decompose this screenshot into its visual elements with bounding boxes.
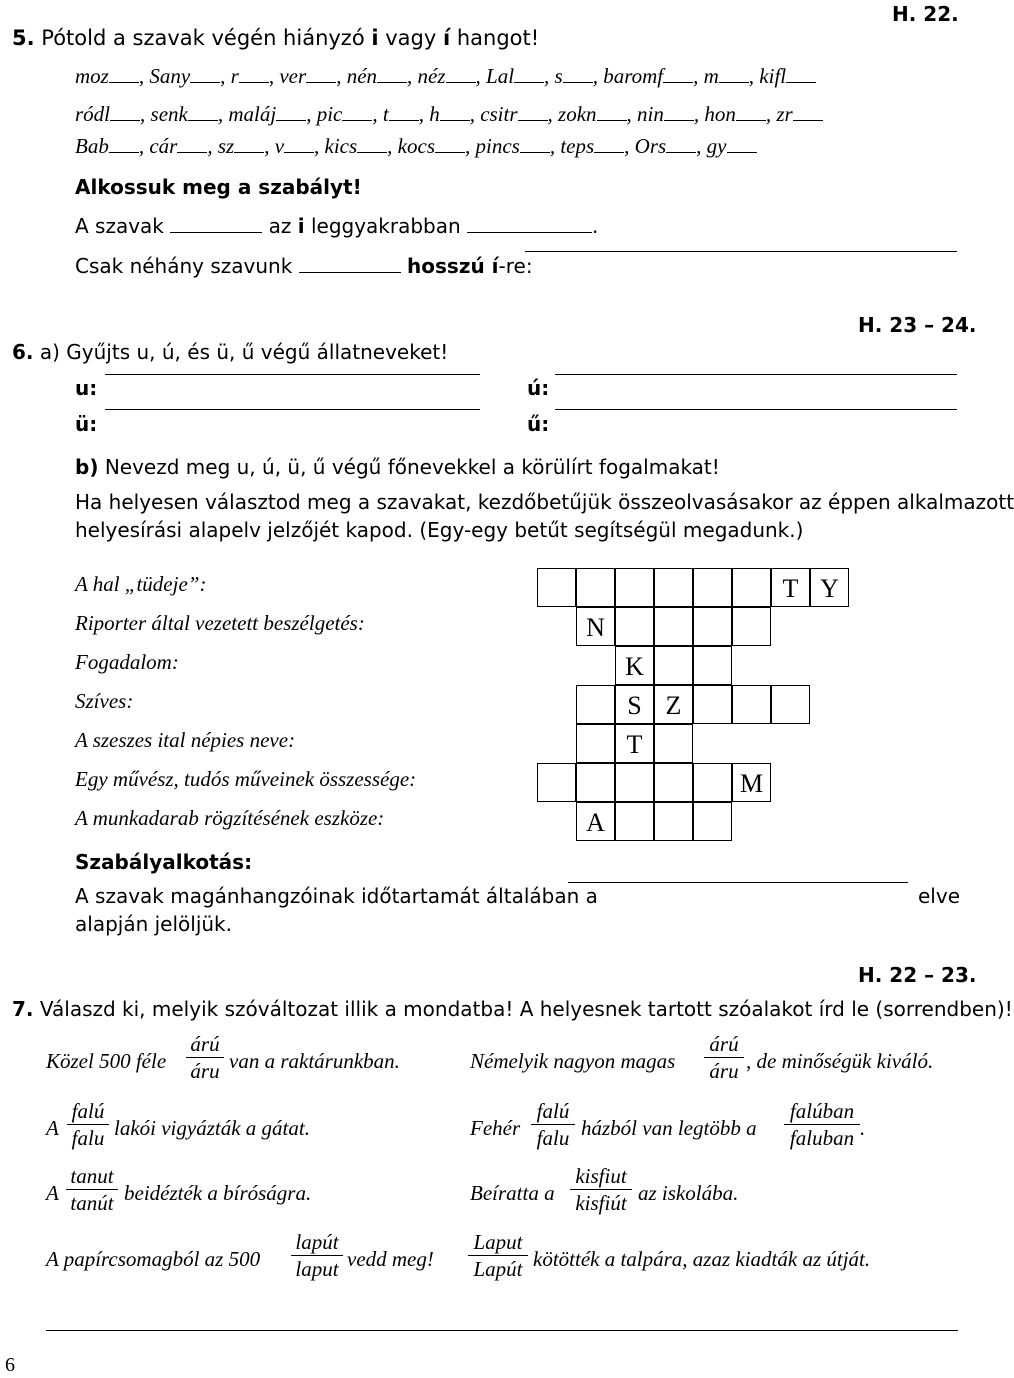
crossword-cell[interactable] xyxy=(615,607,654,646)
crossword-cell[interactable] xyxy=(693,646,732,685)
s4-mid: házból van legtöbb a xyxy=(581,1116,757,1140)
crossword-cell[interactable] xyxy=(732,685,771,724)
ex7-answer-line[interactable] xyxy=(46,1330,958,1331)
ex5-rule-line-1: A szavak az i leggyakrabban . xyxy=(75,214,599,238)
s5-choice[interactable]: tanut tanút xyxy=(66,1164,118,1215)
ex5-word: hon xyxy=(704,101,736,126)
crossword-cell[interactable] xyxy=(693,607,732,646)
ex5-blank[interactable] xyxy=(109,132,139,153)
ex5-word: csitr xyxy=(480,101,518,126)
ex5-blank[interactable] xyxy=(377,62,407,83)
s4-post: . xyxy=(860,1116,866,1140)
ex5-blank[interactable] xyxy=(342,100,372,121)
crossword-cell[interactable] xyxy=(654,763,693,802)
crossword-cell[interactable] xyxy=(615,802,654,841)
ex5-blank[interactable] xyxy=(514,62,544,83)
s3-choice[interactable]: falú falu xyxy=(67,1099,109,1150)
ex5-blank[interactable] xyxy=(666,132,696,153)
ex5-blank[interactable] xyxy=(663,62,693,83)
ex7-number: 7. xyxy=(12,997,34,1021)
ex5-word: nin xyxy=(637,101,664,126)
ex5-blank[interactable] xyxy=(446,62,476,83)
crossword-cell[interactable] xyxy=(537,568,576,607)
s5-post: beidézték a bíróságra. xyxy=(124,1181,312,1205)
ex5-blank[interactable] xyxy=(520,132,550,153)
answer-line-u-acute[interactable] xyxy=(555,374,957,375)
ex5-rule-title: Alkossuk meg a szabályt! xyxy=(75,175,362,199)
crossword-cell[interactable] xyxy=(654,607,693,646)
ex5-answer-line[interactable] xyxy=(525,251,957,252)
ex5-word-row-2: ródl , senk , maláj , pic , t , h , csitr , zokn , nin , hon , zr xyxy=(75,100,823,127)
s4-choice-2[interactable]: falúban faluban xyxy=(784,1099,860,1150)
ex6-rule-text-end: elve xyxy=(918,884,961,908)
ex5-word: ver xyxy=(279,63,307,88)
crossword-cell[interactable] xyxy=(576,685,615,724)
ex7-reference: H. 22 – 23. xyxy=(858,963,977,987)
answer-line-u[interactable] xyxy=(105,374,480,375)
ex5-word: h xyxy=(429,101,440,126)
ex5-blank[interactable] xyxy=(190,62,220,83)
ex5-blank[interactable] xyxy=(736,100,766,121)
ex5-blank[interactable] xyxy=(594,132,624,153)
ex5-word: zr xyxy=(776,101,793,126)
ex5-blank[interactable] xyxy=(306,62,336,83)
ex6-rule-answer-line[interactable] xyxy=(568,882,908,883)
s7-pre: A papírcsomagból az 500 xyxy=(46,1247,261,1271)
crossword-cell[interactable] xyxy=(654,568,693,607)
s5-pre: A xyxy=(46,1181,59,1205)
ex5-blank[interactable] xyxy=(239,62,269,83)
ex5-word: Lal xyxy=(486,63,515,88)
ex6-description-2: helyesírási alapelv jelzőjét kapod. (Egy-egy betűt segítségül megadunk.) xyxy=(75,518,804,542)
ex5-blank[interactable] xyxy=(563,62,593,83)
crossword-cell[interactable] xyxy=(693,568,732,607)
crossword-clue: Fogadalom: xyxy=(75,650,179,674)
crossword-cell[interactable] xyxy=(693,763,732,802)
s2-pre: Némelyik nagyon magas xyxy=(470,1049,676,1073)
ex6-rule-title: Szabályalkotás: xyxy=(75,850,253,874)
s7-choice[interactable]: lapút laput xyxy=(291,1230,343,1281)
ex5-blank[interactable] xyxy=(177,132,207,153)
answer-line-u-double-acute[interactable] xyxy=(555,409,957,410)
crossword-cell-given[interactable]: K xyxy=(615,646,654,685)
s2-post: , de minőségük kiváló. xyxy=(746,1049,934,1073)
crossword-cell-given[interactable]: A xyxy=(576,802,615,841)
crossword-cell[interactable] xyxy=(576,763,615,802)
ex5-word: pincs xyxy=(475,133,520,158)
crossword-cell-given[interactable]: N xyxy=(576,607,615,646)
ex5-word: Sany xyxy=(149,63,191,88)
crossword-cell-given[interactable]: M xyxy=(732,763,771,802)
ex5-blank[interactable] xyxy=(435,132,465,153)
crossword-cell[interactable] xyxy=(771,685,810,724)
crossword-cell[interactable] xyxy=(654,724,693,763)
s2-choice[interactable]: árú áru xyxy=(704,1032,744,1083)
ex5-blank[interactable] xyxy=(727,132,757,153)
ex5-blank[interactable] xyxy=(597,100,627,121)
ex5-blank[interactable] xyxy=(664,100,694,121)
s4-pre: Fehér xyxy=(470,1116,521,1140)
ex5-word: v xyxy=(274,133,285,158)
ex5-word: pic xyxy=(316,101,343,126)
s6-post: az iskolába. xyxy=(638,1181,739,1205)
ex5-blank[interactable] xyxy=(188,100,218,121)
crossword-clue: A szeszes ital népies neve: xyxy=(75,728,296,752)
s7-post: vedd meg! xyxy=(347,1247,434,1271)
ex5-word: Bab xyxy=(75,133,109,158)
ex6-a-label: a) xyxy=(39,340,60,364)
ex5-word: m xyxy=(703,63,719,88)
ex6-b-label: b) xyxy=(75,455,99,479)
ex5-word: maláj xyxy=(228,101,277,126)
crossword-cell-given[interactable]: Z xyxy=(654,685,693,724)
ex5-word: Ors xyxy=(634,133,667,158)
s8-post: kötötték a talpára, azaz kiadták az útját. xyxy=(533,1247,871,1271)
ex5-word: néz xyxy=(417,63,446,88)
ex5-blank[interactable] xyxy=(284,132,314,153)
crossword-cell-given[interactable]: Y xyxy=(810,568,849,607)
ex5-blank[interactable] xyxy=(357,132,387,153)
ex5-word: kocs xyxy=(397,133,435,158)
page-number: 6 xyxy=(5,1354,15,1376)
ex5-blank[interactable] xyxy=(110,100,140,121)
crossword-clue: Riporter által vezetett beszélgetés: xyxy=(75,611,365,635)
ex6-rule-text: A szavak magánhangzóinak időtartamát általában a xyxy=(75,884,598,908)
ex5-heading xyxy=(12,26,539,50)
ex5-blank[interactable] xyxy=(276,100,306,121)
ex7-heading xyxy=(12,997,1013,1021)
ex5-word: kics xyxy=(324,133,358,158)
crossword-cell-given[interactable]: T xyxy=(615,724,654,763)
ex5-word: moz xyxy=(75,63,109,88)
ex5-blank[interactable] xyxy=(389,100,419,121)
crossword-cell[interactable] xyxy=(537,763,576,802)
crossword-cell[interactable] xyxy=(654,646,693,685)
ex5-blank[interactable] xyxy=(440,100,470,121)
crossword-cell[interactable] xyxy=(732,607,771,646)
label-u-acute: ú: xyxy=(527,376,550,400)
crossword-clue: Egy művész, tudós műveinek összessége: xyxy=(75,767,417,791)
crossword-cell[interactable] xyxy=(693,685,732,724)
ex6-reference: H. 23 – 24. xyxy=(858,313,977,337)
s1-post: van a raktárunkban. xyxy=(229,1049,400,1073)
s8-choice[interactable]: Laput Lapút xyxy=(468,1230,528,1281)
label-u: u: xyxy=(75,376,98,400)
ex5-reference: H. 22. xyxy=(892,2,959,26)
ex5-blank[interactable] xyxy=(518,100,548,121)
ex5-word: baromf xyxy=(603,63,664,88)
crossword-cell[interactable] xyxy=(732,568,771,607)
ex5-number: 5. xyxy=(12,26,35,50)
ex6-a-instruction: Gyűjts u, ú, és ü, ű végű állatneveket! xyxy=(66,340,449,364)
ex5-blank[interactable] xyxy=(786,62,816,83)
ex5-word: t xyxy=(382,101,389,126)
answer-line-u-umlaut[interactable] xyxy=(105,409,480,410)
ex5-word-row-1: moz , Sany , r , ver , nén , néz , Lal , s , baromf , m , kifl xyxy=(75,62,816,89)
ex5-blank[interactable] xyxy=(719,62,749,83)
ex6-rule-text-2: alapján jelöljük. xyxy=(75,912,232,936)
ex6-number: 6. xyxy=(12,340,34,364)
ex5-word: teps xyxy=(560,133,595,158)
ex6-a-heading xyxy=(12,340,448,364)
s1-choice[interactable]: árú áru xyxy=(186,1032,224,1083)
ex5-word: r xyxy=(230,63,239,88)
ex5-blank[interactable] xyxy=(234,132,264,153)
ex5-word: gy xyxy=(706,133,727,158)
ex6-b-instruction: Nevezd meg u, ú, ü, ű végű főnevekkel a körülírt fogalmakat! xyxy=(104,455,720,479)
ex5-word: cár xyxy=(149,133,178,158)
crossword-clue: A hal „tüdeje”: xyxy=(75,572,207,596)
s3-post: lakói vigyázták a gátat. xyxy=(114,1116,310,1140)
crossword-cell[interactable] xyxy=(576,724,615,763)
ex5-word: nén xyxy=(346,63,378,88)
crossword-cell[interactable] xyxy=(615,763,654,802)
s4-choice-1[interactable]: falú falu xyxy=(531,1099,575,1150)
ex5-word: senk xyxy=(150,101,188,126)
ex7-instruction: Válaszd ki, melyik szóváltozat illik a mondatba! A helyesnek tartott szóalakot írd le (sorrendben)! xyxy=(39,997,1013,1021)
crossword-cell[interactable] xyxy=(693,802,732,841)
crossword-cell-given[interactable]: S xyxy=(615,685,654,724)
label-u-double-acute: ű: xyxy=(527,412,550,436)
s1-pre: Közel 500 féle xyxy=(46,1049,167,1073)
ex6-b-heading xyxy=(75,455,720,479)
ex5-blank[interactable] xyxy=(793,100,823,121)
ex5-instruction: Pótold a szavak végén hiányzó i vagy í hangot! xyxy=(41,26,540,50)
s3-pre: A xyxy=(46,1116,59,1140)
crossword-clue: A munkadarab rögzítésének eszköze: xyxy=(75,806,385,830)
crossword-cell[interactable] xyxy=(654,802,693,841)
ex5-word: ródl xyxy=(75,101,111,126)
ex6-description-1: Ha helyesen választod meg a szavakat, kezdőbetűjük összeolvasásakor az éppen alkalmazott xyxy=(75,490,1014,514)
crossword-cell[interactable] xyxy=(615,568,654,607)
ex5-word: s xyxy=(554,63,563,88)
ex5-word-row-3: Bab , cár , sz , v , kics , kocs , pincs , teps , Ors , gy xyxy=(75,132,757,159)
ex5-blank[interactable] xyxy=(109,62,139,83)
ex5-word: kifl xyxy=(759,63,787,88)
crossword-cell[interactable] xyxy=(576,568,615,607)
label-u-umlaut: ü: xyxy=(75,412,98,436)
crossword-cell-given[interactable]: T xyxy=(771,568,810,607)
s6-choice[interactable]: kisfiut kisfiút xyxy=(570,1164,632,1215)
ex5-word: sz xyxy=(217,133,235,158)
crossword-clue: Szíves: xyxy=(75,689,134,713)
ex5-word: zokn xyxy=(558,101,597,126)
ex5-rule-line-2: Csak néhány szavunk hosszú í-re: xyxy=(75,254,533,278)
s6-pre: Beíratta a xyxy=(470,1181,555,1205)
